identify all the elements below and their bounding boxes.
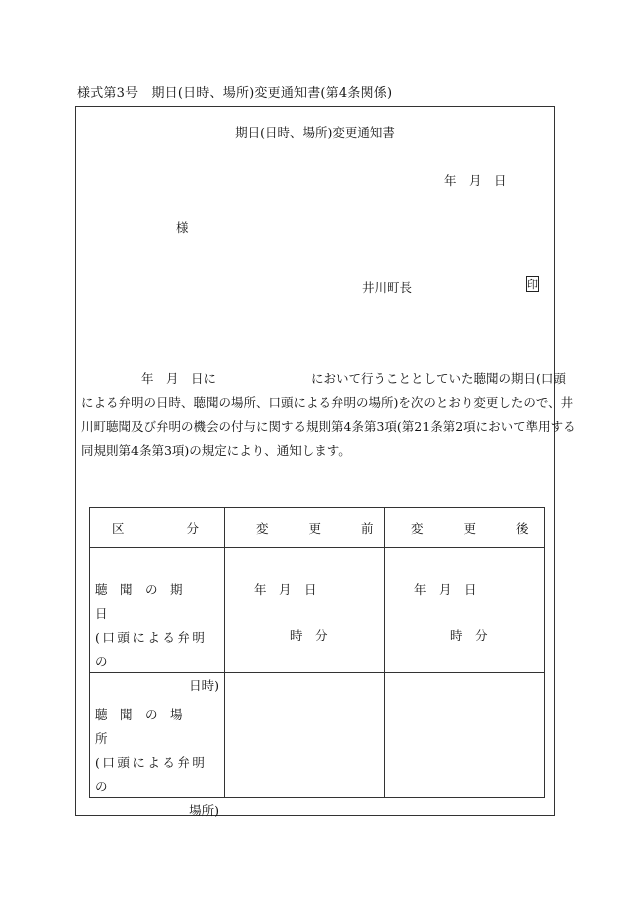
before-place-cell	[225, 673, 384, 797]
row-label-place-line-2: (口頭による弁明の	[95, 755, 208, 794]
body-date: 年 月 日に	[141, 371, 217, 386]
form-header: 様式第3号 期日(日時、場所)変更通知書(第4条関係)	[77, 86, 393, 101]
header-category: 区分	[112, 521, 262, 536]
row-label-place	[95, 703, 219, 823]
table-border-top	[89, 507, 545, 508]
body-line-3: 川町聴聞及び弁明の機会の付与に関する規則第4条第3項(第21条第2項において準用する	[81, 419, 576, 434]
issue-date: 年 月 日	[444, 173, 507, 188]
body-line-2: による弁明の日時、聴聞の場所、口頭による弁明の場所)を次のとおり変更したので、井	[81, 395, 574, 410]
after-date: 年 月 日	[414, 582, 477, 597]
before-date: 年 月 日	[254, 582, 317, 597]
body-line-4: 同規則第4条第3項)の規定により、通知します。	[81, 443, 351, 458]
header-before: 変更前	[256, 521, 414, 536]
seal-stamp: 印	[527, 278, 538, 291]
table-border-left	[89, 507, 90, 797]
header-after: 変更後	[411, 521, 569, 536]
row-label-place-line-3: 場所)	[189, 803, 219, 818]
sender-name: 井川町長	[362, 280, 413, 295]
row-label-date	[95, 578, 219, 698]
before-time: 時 分	[290, 628, 328, 643]
row-label-place-line-1: 聴聞の場所	[95, 707, 196, 746]
row-label-date-line-2: (口頭による弁明の	[95, 630, 208, 669]
table-border-right	[544, 507, 545, 797]
recipient-suffix: 様	[176, 220, 189, 235]
row-label-date-line-3: 日時)	[189, 678, 219, 693]
after-place-cell	[385, 673, 544, 797]
table-header-divider	[89, 547, 545, 548]
document-title: 期日(日時、場所)変更通知書	[235, 125, 395, 140]
body-line-1-text: において行うこととしていた聴聞の期日(口頭	[311, 371, 566, 386]
after-time: 時 分	[450, 628, 488, 643]
row-label-date-line-1: 聴聞の期日	[95, 582, 196, 621]
